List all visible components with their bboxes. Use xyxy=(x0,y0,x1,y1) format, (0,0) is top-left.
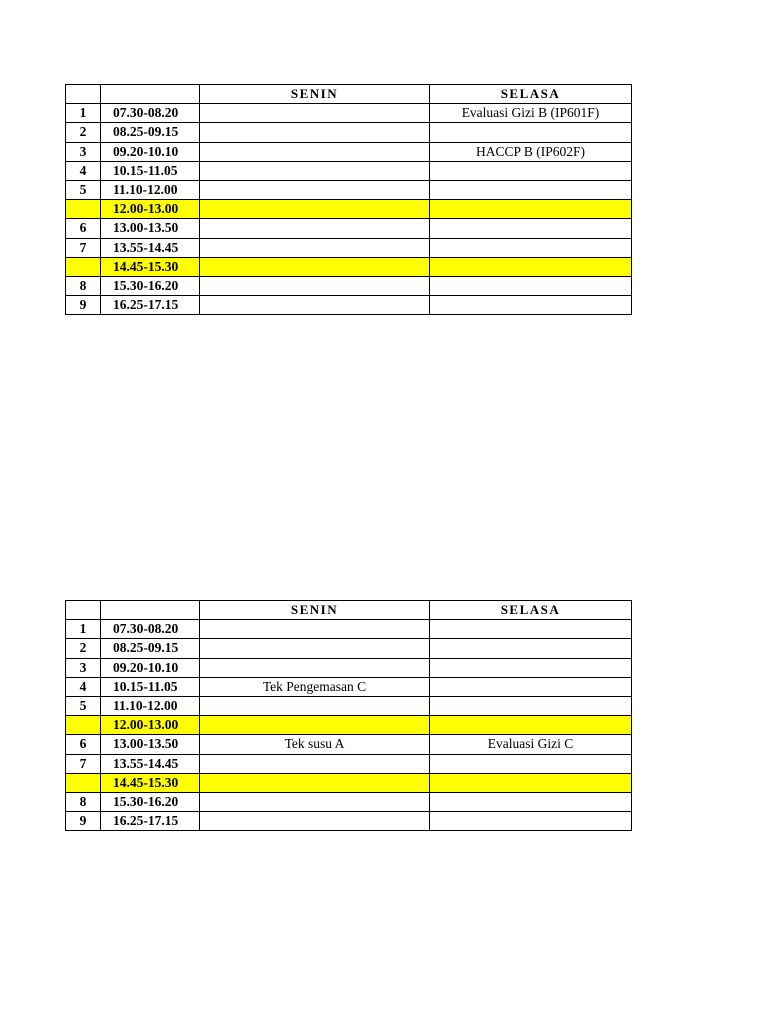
senin-cell xyxy=(200,200,430,219)
table-row xyxy=(66,219,632,238)
selasa-cell: Evaluasi Gizi B (IP601F) xyxy=(430,104,632,123)
time-slot: 13.00-13.50 xyxy=(101,219,200,238)
time-slot: 08.25-09.15 xyxy=(101,123,200,142)
table-row xyxy=(66,639,632,658)
senin-cell xyxy=(200,639,430,658)
selasa-cell xyxy=(430,238,632,257)
time-slot: 15.30-16.20 xyxy=(101,276,200,295)
time-slot: 10.15-11.05 xyxy=(101,161,200,180)
time-slot: 11.10-12.00 xyxy=(101,696,200,715)
period-number xyxy=(66,257,101,276)
senin-cell xyxy=(200,142,430,161)
selasa-cell xyxy=(430,792,632,811)
period-number: 8 xyxy=(66,276,101,295)
selasa-cell xyxy=(430,620,632,639)
period-number: 9 xyxy=(66,296,101,315)
header-row xyxy=(66,601,632,620)
break-row xyxy=(66,773,632,792)
senin-cell xyxy=(200,296,430,315)
senin-cell xyxy=(200,773,430,792)
senin-cell: Tek Pengemasan C xyxy=(200,677,430,696)
period-number: 5 xyxy=(66,180,101,199)
header-blank-time xyxy=(101,85,200,104)
break-row xyxy=(66,200,632,219)
selasa-cell xyxy=(430,296,632,315)
time-slot: 12.00-13.00 xyxy=(101,716,200,735)
senin-cell xyxy=(200,161,430,180)
table-row xyxy=(66,276,632,295)
selasa-cell xyxy=(430,257,632,276)
senin-cell xyxy=(200,754,430,773)
time-slot: 09.20-10.10 xyxy=(101,658,200,677)
table-row xyxy=(66,812,632,831)
senin-cell xyxy=(200,123,430,142)
senin-cell xyxy=(200,620,430,639)
schedule-body-1 xyxy=(66,85,632,315)
period-number: 8 xyxy=(66,792,101,811)
senin-cell xyxy=(200,792,430,811)
selasa-cell xyxy=(430,677,632,696)
period-number xyxy=(66,716,101,735)
table-row xyxy=(66,658,632,677)
schedule-table-1 xyxy=(65,84,632,315)
selasa-cell xyxy=(430,639,632,658)
selasa-cell xyxy=(430,754,632,773)
table-row xyxy=(66,104,632,123)
senin-cell xyxy=(200,276,430,295)
senin-cell xyxy=(200,696,430,715)
selasa-cell xyxy=(430,812,632,831)
time-slot: 09.20-10.10 xyxy=(101,142,200,161)
period-number: 4 xyxy=(66,161,101,180)
time-slot: 12.00-13.00 xyxy=(101,200,200,219)
header-selasa: SELASA xyxy=(430,85,632,104)
senin-cell xyxy=(200,238,430,257)
table-row xyxy=(66,296,632,315)
period-number xyxy=(66,773,101,792)
time-slot: 11.10-12.00 xyxy=(101,180,200,199)
period-number: 4 xyxy=(66,677,101,696)
time-slot: 07.30-08.20 xyxy=(101,104,200,123)
time-slot: 10.15-11.05 xyxy=(101,677,200,696)
table-row xyxy=(66,238,632,257)
header-blank-number xyxy=(66,85,101,104)
header-row xyxy=(66,85,632,104)
senin-cell xyxy=(200,219,430,238)
time-slot: 07.30-08.20 xyxy=(101,620,200,639)
header-senin: SENIN xyxy=(200,601,430,620)
selasa-cell xyxy=(430,658,632,677)
time-slot: 13.55-14.45 xyxy=(101,754,200,773)
time-slot: 14.45-15.30 xyxy=(101,773,200,792)
header-blank-number xyxy=(66,601,101,620)
table-row xyxy=(66,754,632,773)
period-number: 7 xyxy=(66,238,101,257)
period-number: 1 xyxy=(66,620,101,639)
senin-cell xyxy=(200,104,430,123)
table-row xyxy=(66,792,632,811)
schedule-body-2 xyxy=(66,601,632,831)
header-selasa: SELASA xyxy=(430,601,632,620)
selasa-cell xyxy=(430,161,632,180)
selasa-cell xyxy=(430,716,632,735)
selasa-cell: HACCP B (IP602F) xyxy=(430,142,632,161)
period-number: 9 xyxy=(66,812,101,831)
table-row xyxy=(66,161,632,180)
schedule-table-2 xyxy=(65,600,632,831)
period-number: 6 xyxy=(66,735,101,754)
selasa-cell xyxy=(430,696,632,715)
selasa-cell: Evaluasi Gizi C xyxy=(430,735,632,754)
senin-cell xyxy=(200,257,430,276)
table-row xyxy=(66,696,632,715)
selasa-cell xyxy=(430,773,632,792)
senin-cell xyxy=(200,658,430,677)
time-slot: 08.25-09.15 xyxy=(101,639,200,658)
selasa-cell xyxy=(430,180,632,199)
period-number: 3 xyxy=(66,142,101,161)
table-row xyxy=(66,180,632,199)
table-row xyxy=(66,735,632,754)
time-slot: 15.30-16.20 xyxy=(101,792,200,811)
table-row xyxy=(66,123,632,142)
time-slot: 16.25-17.15 xyxy=(101,296,200,315)
period-number xyxy=(66,200,101,219)
break-row xyxy=(66,257,632,276)
time-slot: 13.55-14.45 xyxy=(101,238,200,257)
header-senin: SENIN xyxy=(200,85,430,104)
period-number: 1 xyxy=(66,104,101,123)
table-row xyxy=(66,677,632,696)
selasa-cell xyxy=(430,219,632,238)
period-number: 6 xyxy=(66,219,101,238)
period-number: 5 xyxy=(66,696,101,715)
period-number: 7 xyxy=(66,754,101,773)
period-number: 2 xyxy=(66,639,101,658)
break-row xyxy=(66,716,632,735)
table-row xyxy=(66,620,632,639)
selasa-cell xyxy=(430,200,632,219)
time-slot: 13.00-13.50 xyxy=(101,735,200,754)
selasa-cell xyxy=(430,276,632,295)
senin-cell xyxy=(200,716,430,735)
time-slot: 16.25-17.15 xyxy=(101,812,200,831)
senin-cell: Tek susu A xyxy=(200,735,430,754)
senin-cell xyxy=(200,812,430,831)
selasa-cell xyxy=(430,123,632,142)
table-row xyxy=(66,142,632,161)
period-number: 3 xyxy=(66,658,101,677)
time-slot: 14.45-15.30 xyxy=(101,257,200,276)
senin-cell xyxy=(200,180,430,199)
period-number: 2 xyxy=(66,123,101,142)
header-blank-time xyxy=(101,601,200,620)
